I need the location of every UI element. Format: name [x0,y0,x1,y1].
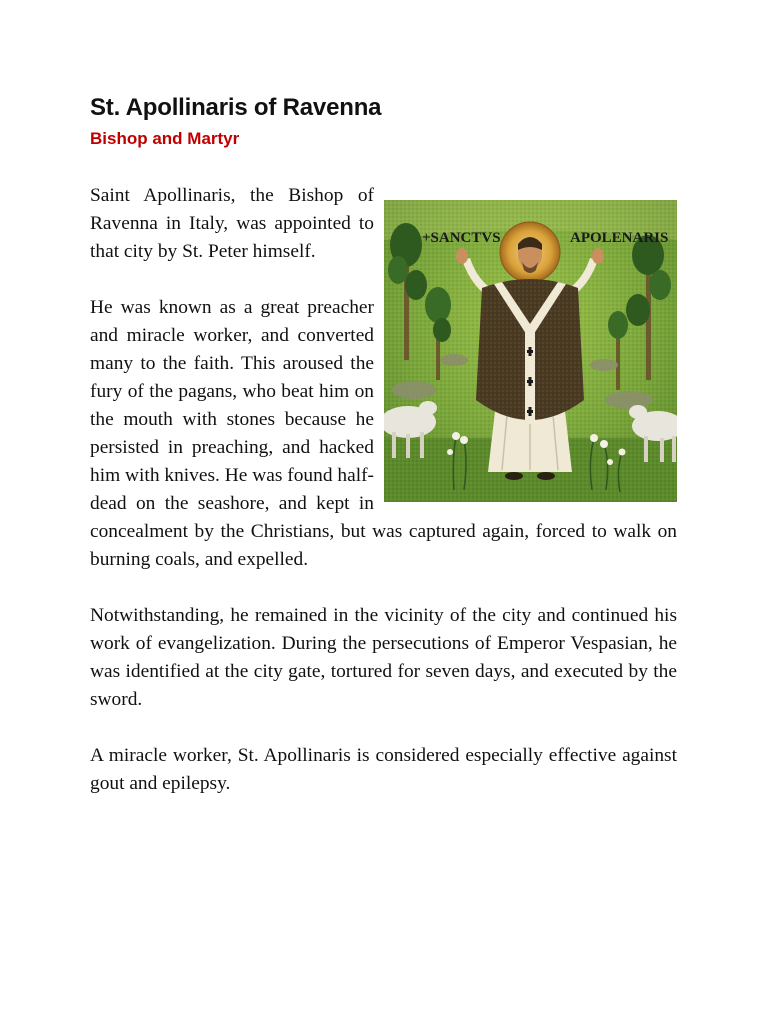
page-subtitle: Bishop and Martyr [90,129,240,148]
article-body [90,182,677,826]
inscription-left: +SANCTVS [422,230,501,246]
page-title: St. Apollinaris of Ravenna [90,94,382,121]
paragraph: Saint Apollinaris, the Bishop of Ravenna in Italy, was appointed to that city by St. Peter himself. [90,185,374,262]
saint-mosaic-image [384,200,677,502]
paragraph: A miracle worker, St. Apollinaris is considered especially effective against gout and epilepsy. [90,745,677,794]
paragraph: Notwithstanding, he remained in the vicinity of the city and continued his work of evangelization. During the persecutions of Emperor Vespasian, he was identified at the city gate, tortured for seven days, and executed by the sword. [90,605,677,710]
inscription-right: APOLENARIS [570,230,669,246]
paragraph: He was known as a great preacher and miracle worker, and converted many to the faith. This aroused the fury of the pagans, who beat him on the mouth with stones because he persisted in preaching, and hacked him with knives. He was found half-dead on the seashore, and kept in concealment by the Christians, but was captured again, forced to walk on burning coals, and expelled. [90,297,677,570]
